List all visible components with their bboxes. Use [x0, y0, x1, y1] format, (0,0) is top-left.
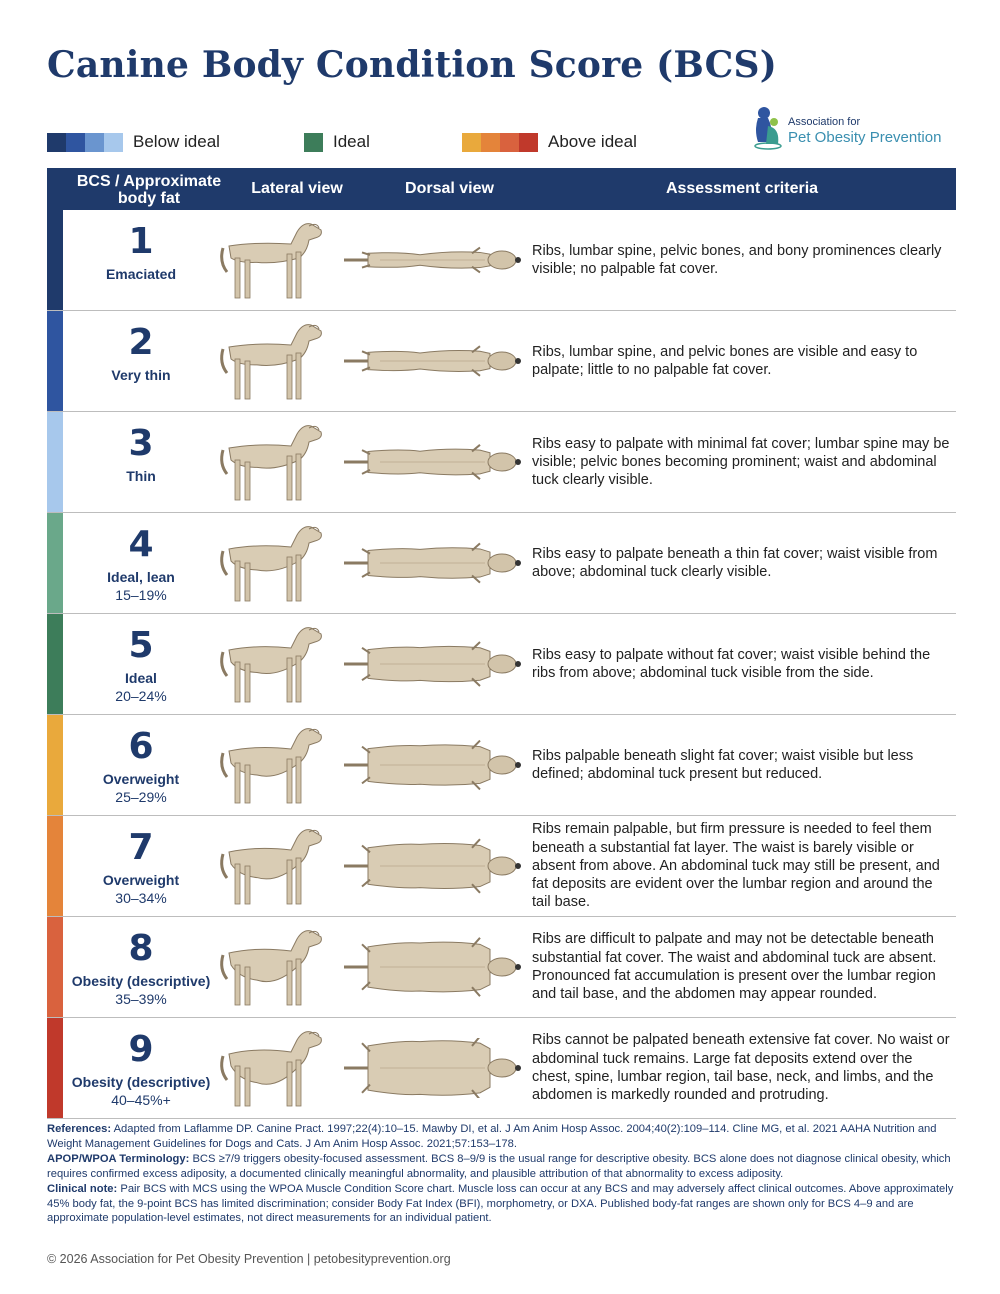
- terminology-text: BCS ≥7/9 triggers obesity-focused assessment. BCS 8–9/9 is the usual range for descriptive obesity. BCS alone does not diagnose clinical obesity, which requires confirmed excess adiposity, a documented clinically meaningful abnormality, and plausible attribution of that abnormality to excess adiposity.: [47, 1153, 951, 1180]
- legend-swatch: [104, 133, 123, 152]
- score-number: 9: [128, 1029, 154, 1070]
- terminology-label: APOP/WPOA Terminology:: [47, 1153, 190, 1165]
- score-cell: [71, 826, 211, 906]
- dog-dorsal-view-illustration: [340, 331, 525, 391]
- legend-above-ideal: [462, 132, 637, 152]
- dog-dorsal-view-illustration: [340, 937, 525, 997]
- assessment-criteria: [532, 513, 952, 613]
- references-text: Adapted from Laflamme DP. Canine Pract. 1997;22(4):10–15. Mawby DI, et al. J Am Anim Hosp Assoc. 2004;40(2):109–114. Cline MG, et al. 2021 AAHA Nutrition and Weight Management Guidelines for Dogs and Cats. J Am Anim Hosp Assoc. 2021;57:153–178.: [47, 1123, 937, 1150]
- criteria-text: Ribs are difficult to palpate and may not be detectable beneath substantial fat cover. The waist and abdominal tuck are absent. Pronounced fat accumulation is present over the lumbar region and tail base, and the abdomen may appear rounded.: [532, 931, 937, 1003]
- legend-swatch: [66, 133, 85, 152]
- bcs-table: [47, 168, 956, 1119]
- score-color-bar: [47, 917, 63, 1017]
- legend-label: Ideal: [333, 132, 370, 151]
- score-number: 5: [128, 625, 154, 666]
- table-row: [47, 816, 956, 917]
- score-label: Obesity (descriptive): [71, 973, 211, 989]
- score-label: Obesity (descriptive): [71, 1074, 211, 1090]
- dog-lateral-view-illustration: [217, 1026, 329, 1112]
- score-label: Overweight: [102, 771, 180, 787]
- body-fat-range: 35–39%: [115, 991, 167, 1007]
- legend-label: Below ideal: [133, 132, 220, 151]
- criteria-text: Ribs remain palpable, but firm pressure is needed to feel them beneath a substantial fat layer. The waist is barely visible or absent from above. An abdominal tuck may still be present, and fat deposits are evident over the lumbar region and around the tail base.: [532, 821, 940, 911]
- assessment-criteria: [532, 816, 952, 916]
- score-label: Very thin: [111, 367, 171, 383]
- dog-lateral-view-illustration: [217, 521, 329, 607]
- score-cell: [71, 321, 211, 385]
- dog-lateral-view-illustration: [217, 319, 329, 405]
- score-cell: [71, 422, 211, 486]
- assessment-criteria: [532, 917, 952, 1017]
- table-row: [47, 210, 956, 311]
- score-number: 1: [128, 221, 154, 262]
- dog-dorsal-view-illustration: [340, 836, 525, 896]
- table-row: [47, 311, 956, 412]
- score-number: 6: [128, 726, 154, 767]
- dog-dorsal-view-illustration: [340, 533, 525, 593]
- legend-swatch: [85, 133, 104, 152]
- score-color-bar: [47, 816, 63, 916]
- criteria-text: Ribs easy to palpate without fat cover; waist visible behind the ribs from above; abdominal tuck visible from the side.: [532, 646, 931, 681]
- score-cell: [71, 725, 211, 805]
- terminology-note: [47, 1152, 957, 1181]
- criteria-text: Ribs, lumbar spine, pelvic bones, and bony prominences clearly visible; no palpable fat cover.: [532, 242, 942, 277]
- table-row: [47, 917, 956, 1018]
- dog-dorsal-view-illustration: [340, 634, 525, 694]
- assessment-criteria: [532, 311, 952, 411]
- legend-swatch: [481, 133, 500, 152]
- score-number: 4: [128, 524, 154, 565]
- score-color-bar: [47, 210, 63, 310]
- score-color-bar: [47, 1018, 63, 1118]
- dog-cat-logo-icon: [752, 104, 786, 152]
- dog-lateral-view-illustration: [217, 420, 329, 506]
- clinical-note: [47, 1182, 957, 1226]
- table-row: [47, 715, 956, 816]
- apop-logo: [752, 104, 962, 154]
- body-fat-range: 20–24%: [115, 688, 167, 704]
- criteria-text: Ribs palpable beneath slight fat cover; waist visible but less defined; abdominal tuck present but reduced.: [532, 747, 914, 782]
- references-label: References:: [47, 1123, 112, 1135]
- score-color-bar: [47, 412, 63, 512]
- score-color-bar: [47, 513, 63, 613]
- assessment-criteria: [532, 1018, 952, 1118]
- criteria-text: Ribs cannot be palpated beneath extensive fat cover. No waist or abdominal tuck remains. Large fat deposits extend over the chest, spine, lumbar region, tail base, neck, and limbs, and the abdomen is markedly rounded and protruding.: [532, 1032, 950, 1104]
- header-bcs: BCS / Approximate body fat: [76, 173, 222, 207]
- body-fat-range: 25–29%: [115, 789, 167, 805]
- score-number: 3: [128, 423, 154, 464]
- score-cell: [71, 624, 211, 704]
- table-row: [47, 412, 956, 513]
- score-cell: [71, 927, 211, 1007]
- legend-label: Above ideal: [548, 132, 637, 151]
- legend-below-ideal: [47, 132, 220, 152]
- dog-dorsal-view-illustration: [340, 432, 525, 492]
- dog-lateral-view-illustration: [217, 723, 329, 809]
- score-color-bar: [47, 311, 63, 411]
- dog-lateral-view-illustration: [217, 218, 329, 304]
- table-row: [47, 513, 956, 614]
- score-number: 8: [128, 928, 154, 969]
- score-label: Ideal: [125, 670, 157, 686]
- legend-swatch: [47, 133, 66, 152]
- assessment-criteria: [532, 614, 952, 714]
- dog-dorsal-view-illustration: [340, 1038, 525, 1098]
- header-criteria: Assessment criteria: [665, 180, 819, 197]
- legend-ideal: [304, 132, 370, 152]
- criteria-text: Ribs easy to palpate beneath a thin fat cover; waist visible from above; abdominal tuck clearly visible.: [532, 545, 938, 580]
- criteria-text: Ribs, lumbar spine, and pelvic bones are visible and easy to palpate; little to no palpable fat cover.: [532, 343, 918, 378]
- header-dorsal: Dorsal view: [405, 180, 494, 197]
- score-label: Emaciated: [105, 266, 177, 282]
- criteria-text: Ribs easy to palpate with minimal fat cover; lumbar spine may be visible; pelvic bones becoming prominent; waist and abdominal tuck clearly visible.: [532, 435, 950, 489]
- body-fat-range: 40–45%+: [111, 1092, 171, 1108]
- logo-line-2: Pet Obesity Prevention: [788, 129, 942, 146]
- dog-lateral-view-illustration: [217, 622, 329, 708]
- references-note: [47, 1122, 957, 1151]
- assessment-criteria: [532, 715, 952, 815]
- clinical-text: Pair BCS with MCS using the WPOA Muscle Condition Score chart. Muscle loss can occur at any BCS and may adversely affect clinical outcomes. Above approximately 45% body fat, the 9-point BCS has limited discrimination; consider Body Fat Index (BFI), morphometry, or DXA. Published body-fat ranges are shown only for BCS 4–9 and are approximate population-level estimates, not direct measurements for an individual patient.: [47, 1183, 954, 1224]
- page-title: Canine Body Condition Score (BCS): [47, 44, 777, 86]
- logo-line-1: Association for: [788, 116, 861, 128]
- notes-section: [47, 1122, 957, 1227]
- body-fat-range: 15–19%: [115, 587, 167, 603]
- score-label: Overweight: [102, 872, 180, 888]
- score-cell: [71, 523, 211, 603]
- legend-swatch: [519, 133, 538, 152]
- legend-swatch: [462, 133, 481, 152]
- legend-swatch: [304, 133, 323, 152]
- table-row: [47, 614, 956, 715]
- color-legend: [47, 132, 647, 152]
- dog-lateral-view-illustration: [217, 925, 329, 1011]
- assessment-criteria: [532, 210, 952, 310]
- score-color-bar: [47, 715, 63, 815]
- clinical-label: Clinical note:: [47, 1183, 118, 1195]
- legend-swatch: [500, 133, 519, 152]
- score-number: 7: [128, 827, 154, 868]
- header-lateral: Lateral view: [251, 180, 343, 197]
- table-body: [47, 210, 956, 1119]
- score-label: Thin: [126, 468, 156, 484]
- score-label: Ideal, lean: [107, 569, 175, 585]
- body-fat-range: 30–34%: [115, 890, 167, 906]
- table-header: [47, 168, 956, 210]
- footer-copyright: © 2026 Association for Pet Obesity Prevention | petobesityprevention.org: [47, 1252, 451, 1266]
- score-cell: [71, 1028, 211, 1108]
- table-row: [47, 1018, 956, 1119]
- score-number: 2: [128, 322, 154, 363]
- score-color-bar: [47, 614, 63, 714]
- dog-lateral-view-illustration: [217, 824, 329, 910]
- dog-dorsal-view-illustration: [340, 735, 525, 795]
- dog-dorsal-view-illustration: [340, 230, 525, 290]
- assessment-criteria: [532, 412, 952, 512]
- score-cell: [71, 220, 211, 284]
